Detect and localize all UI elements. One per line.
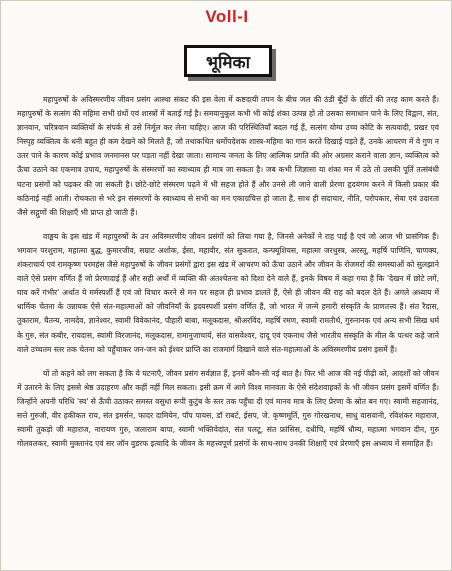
paragraph-2: वाङ्मय के इस खंड में महापुरुषों के उन अविस्मरणीय जीवन प्रसंगों को लिया गया है, जिनसे अनेकों ने राह पाई है एवं जो आज भी प्रासंगिक हैं। भगवान परशुराम, महात्मा बुद्ध, कुमारजीव, सम्राट अशोक, ईसा, महावीर, संत सुकरात, कन्फ्यूशियस, महात्मा जरथुस्त्र, अरस्तू, महर्षि पाणिनि, चाणक्य, शंकराचार्य एवं रामकृष्ण परमहंस जैसे महापुरुषों के जीवन प्रसंगों द्वारा इस खंड में आचरण को ऊँचा उठाने और जीवन के रोजमर्रा की समस्याओं को सुलझाने वाले ऐसे प्रसंग वर्णित हैं जो प्रेरणादाई हैं और सही अर्थों में व्यक्ति की अंतश्चेतना को दिशा देने वाले हैं, इनके विषय में कहा गया है कि 'देखन में छोटे लगें, घाव करें गंभीर' अर्थात ये मर्मस्पर्शी हैं एवं जो विचार करने से मन पर सहज ही प्रभाव डालते हैं, ऐसे ही जीवन की राह को बदल देते हैं। अगले अध्याय में धार्मिक चेतना के उन्नायक ऐसे संत-महात्माओं को जीवनियाँ के इदयस्पर्शी प्रसंग वर्णित हैं, जो भारत में जन्मे हमारी संस्कृति के प्राणतत्त्व हैं। संत रैदास, तुकाराम, चैतन्य, नामदेव, ज्ञानेश्वर, स्वामी विवेकानंद, पौहारी बाबा, मलूकदास, श्रीअरविंद, महर्षि रमण, स्वामी रामतीर्थ, गुरुनानक एवं अन्य सभी सिख धर्म के गुरु, संत कबीर, रायदास, स्वामी विरजानंद, मलूकदास, रामानुजाचार्य, संत वासवेश्वर, दादू एवं एकनाथ जैसे भारतीय संस्कृति के मील के पत्थर कहे जाने वाले उच्चतम स्तर तक चेतना को पहुँचाकर जन-जन को ईश्वर प्राप्ति का राजमार्ग दिखाने वाले संत-महात्माओं के अविस्मरणीय प्रसंग इसमें हैं।	[17, 231, 439, 354]
paragraph-1: महापुरुषों के अविस्मरणीय जीवन प्रसंग आस्था संकट की इस वेला में कष्टदायी तपन के बीच जल की ठंडी बूँदों के छींटों की तरह काम करते हैं। महापुरुषों के सत्संग की महिमा सभी ग्रंथों एवं शास्त्रों में बताई गई है। समयानुकूल कभी भी कोई शंका उत्पन्न हो तो उसका समाधान पाने के लिए विद्वान, संत, ज्ञानवान, चरित्रवान व्यक्तियों के संपर्क से उसे निर्मूल कर लेना चाहिए। आज की परिस्थितियाँ बदल गई हैं, सत्संग योग्य उच्च कोटि के सत्पवादी, प्रखर एवं निस्पृह व्यक्तित्व के धनी बहुत ही कम देखने को मिलते हैं, जो तथाकथित धर्मोपदेशक शास्त्र-महिमा का गान करते दिखाई पड़ते हैं, उनके आचरण में वे गुण न उतर पाने के कारण कोई प्रभाव जनमानस पर पड़ता नहीं देखा जाता। सामान्य जनता के लिए आत्मिक प्रगति की ओर अग्रसर कराने वाला ज्ञान, व्यक्तित्व को ऊँचा उठाने का एकमात्र उपाय, महापुरुषों के संस्मरणों का स्वाध्याय ही मात्र जा सकता है। जब कभी जिज्ञासा या शंका मन में उठे तो उसकी पूर्ति तत्संबंधी घटना प्रसंगों को पढ़कर की जा सकती है। छोटे-छोटे संस्मरण पढ़ने में भी सहज होते हैं और उनसे ली जाने वाली प्रेरणा हृदयंगम करने में किसी प्रकार की कठिनाई नहीं आती। रोचकता से भरे इन संस्मरणों के स्वाध्याय से सभी का मन एकाग्रचित्त हो जाता है, साथ ही सदाचार, नीति, परोपकार, सेवा एवं उदारता जैसे सद्गुणों की शिक्षाएँ भी प्राप्त हो जाती हैं।	[17, 95, 439, 217]
volume-label: Voll-I	[205, 7, 249, 26]
paragraph-3: यों तो कहने को लग सकता है कि ये घटनाएँ, जीवन प्रसंग सर्वज्ञात हैं, इनमें कौन-सी नई बात है। फिर भी आज की नई पीढ़ी को, आदर्शों को जीवन में उतारने के लिए इससे श्रेष्ठ उदाहरण और कहीं नहीं मिल सकता। इसी क्रम में आगे विश्व मानवता के ऐसे संदेशवाहकों के भी जीवन प्रसंग इसमें वर्णित हैं। जिन्होंने अपनी परिधि 'स्व' से ऊँची उठाकर समस्त वसुधा रूपी कुटुंब के स्तर तक पहुँचा दी एवं मानव मात्र के लिए प्रेरणा के स्रोत बन गए। स्वामी सहजानंद, सत्ते गुरुजी, वीर हकीकत राय, संत इमर्सन, फादर दामियेन, पॉप पायस, डॉ राबर्ट, ईसप, जे. कृष्णमूर्ति, गुरु गोरखनाथ, साधु वासवानी, रविशंकर महाराज, स्वामी तुकड़ो जी महाराज, नारायण गुरु, जलाराम बापा, स्वामी भक्तिवेदांत, संत पलटू, संत फ्रांसिस, दधीचि, महर्षि धौम्य, महात्मा भगवान दीन, गुरु गोलवलकर, स्वामी मुक्तानंद एवं सर जॉन वुडरफ इत्यादि के जीवन के महत्त्वपूर्ण प्रसंगों के साथ-साथ उनकी शिक्षाएँ एवं प्रेरणाएँ इस अध्याय में समाहित हैं।	[17, 368, 439, 449]
body-text	[17, 93, 439, 461]
page-title: भूमिका	[184, 45, 272, 77]
